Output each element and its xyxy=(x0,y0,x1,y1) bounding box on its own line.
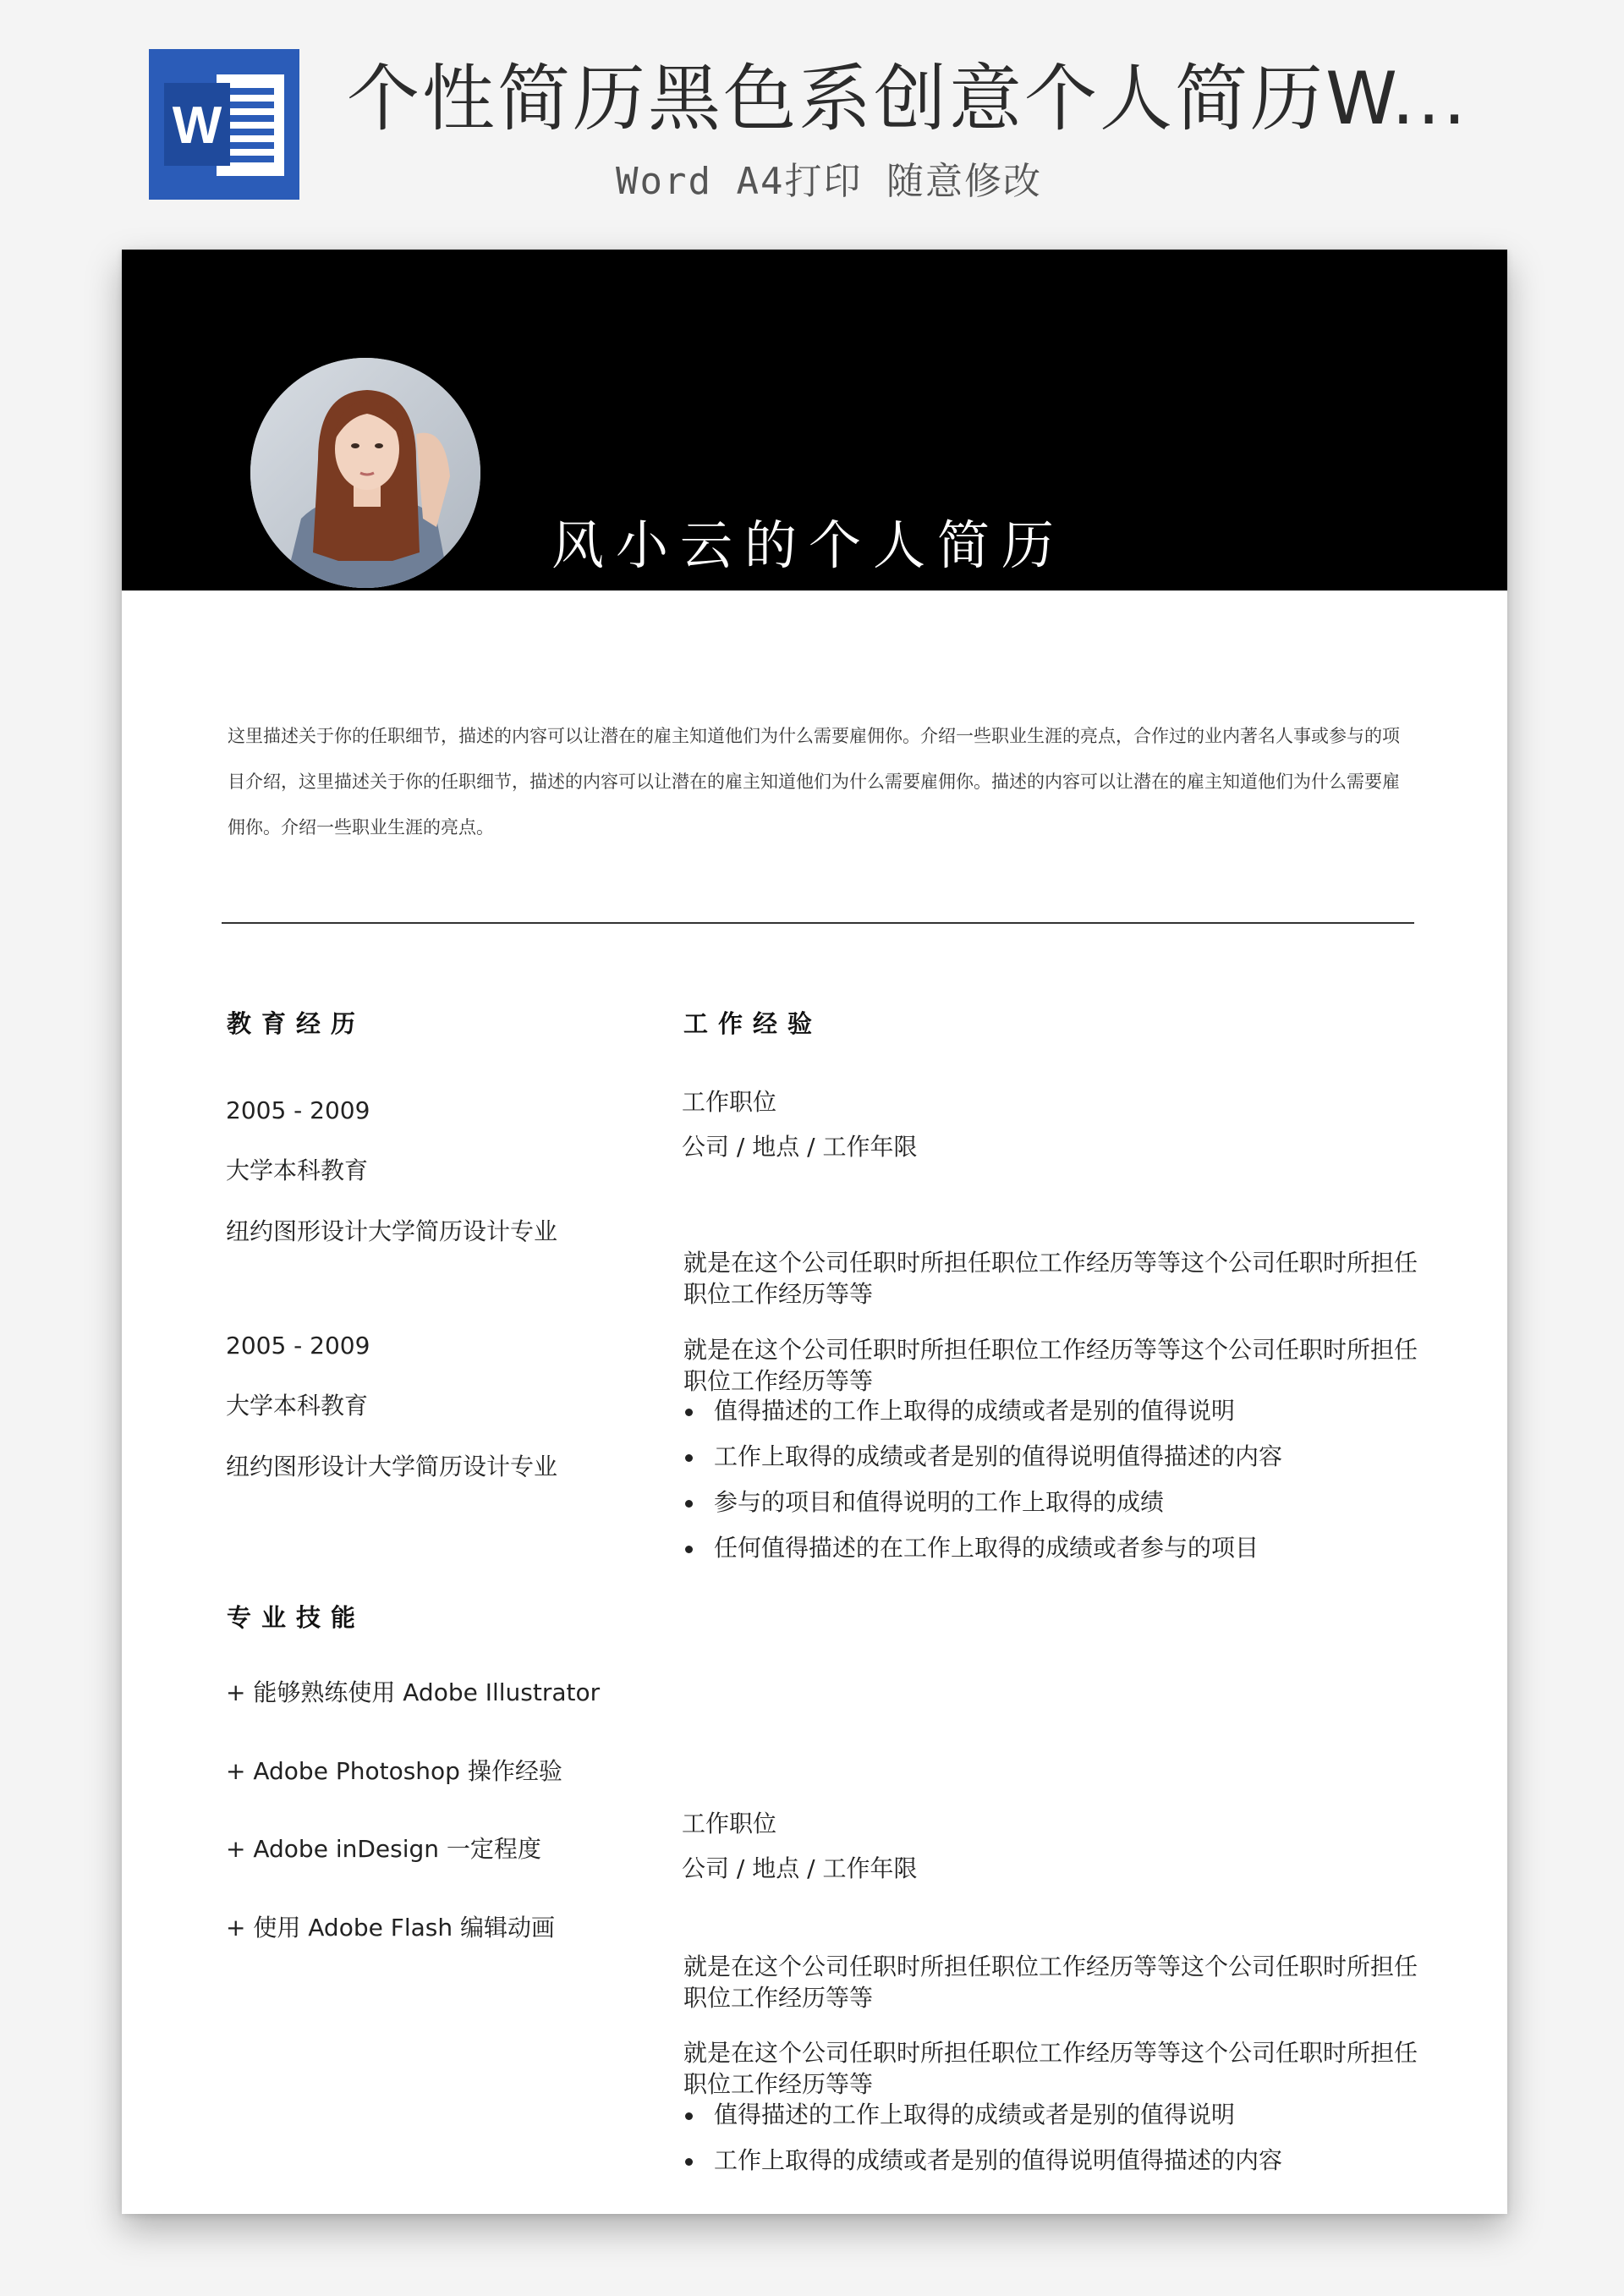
skills-title: 专业技能 xyxy=(227,1603,366,1632)
document-subtitle: Word A4打印 随意修改 xyxy=(616,160,1042,203)
job-achievements xyxy=(682,2092,1282,2183)
skill-item: + 能够熟练使用 Adobe Illustrator xyxy=(226,1678,601,1706)
work-title: 工作经验 xyxy=(683,1009,823,1038)
education-years: 2005 - 2009 xyxy=(226,1332,370,1359)
job-position: 工作职位 xyxy=(682,1088,777,1116)
achievement-item: 任何值得描述的在工作上取得的成绩或者参与的项目 xyxy=(682,1525,1282,1571)
achievement-item: 值得描述的工作上取得的成绩或者是别的值得说明 xyxy=(682,1388,1282,1434)
divider xyxy=(222,922,1414,924)
document-title: 个性简历黑色系创意个人简历W... xyxy=(347,57,1469,141)
achievement-item: 工作上取得的成绩或者是别的值得说明值得描述的内容 xyxy=(682,1434,1282,1480)
achievement-item: 参与的项目和值得说明的工作上取得的成绩 xyxy=(682,1480,1282,1525)
skill-item: + Adobe Photoshop 操作经验 xyxy=(226,1757,562,1785)
job-meta: 公司 / 地点 / 工作年限 xyxy=(682,1854,918,1882)
resume-page xyxy=(122,250,1507,2214)
education-major: 纽约图形设计大学简历设计专业 xyxy=(226,1217,558,1245)
job-achievements xyxy=(682,1388,1282,1571)
job-meta: 公司 / 地点 / 工作年限 xyxy=(682,1133,918,1161)
resume-name-title: 风小云的个人简历 xyxy=(551,514,1067,576)
job-position: 工作职位 xyxy=(682,1810,777,1837)
education-degree: 大学本科教育 xyxy=(226,1392,369,1420)
job-description: 就是在这个公司任职时所担任职位工作经历等等这个公司任职时所担任职位工作经历等等 xyxy=(683,1953,1418,2012)
education-title: 教育经历 xyxy=(227,1009,366,1038)
education-years: 2005 - 2009 xyxy=(226,1096,370,1124)
job-description: 就是在这个公司任职时所担任职位工作经历等等这个公司任职时所担任职位工作经历等等 xyxy=(683,1249,1418,1308)
skill-item: + 使用 Adobe Flash 编辑动画 xyxy=(226,1914,556,1942)
education-major: 纽约图形设计大学简历设计专业 xyxy=(226,1453,558,1480)
achievement-item: 工作上取得的成绩或者是别的值得说明值得描述的内容 xyxy=(682,2138,1282,2183)
avatar xyxy=(250,358,480,588)
job-description: 就是在这个公司任职时所担任职位工作经历等等这个公司任职时所担任职位工作经历等等 xyxy=(683,2039,1418,2098)
intro-paragraph: 这里描述关于你的任职细节，描述的内容可以让潜在的雇主知道他们为什么需要雇佣你。介绍一些职业生涯的亮点，合作过的业内著名人事或参与的项目介绍，这里描述关于你的任职细节，描述的内容可以让潜在的雇主知道他们为什么需要雇佣你。描述的内容可以让潜在的雇主知道他们为什么需要雇佣你。介绍一些职业生涯的亮点。 xyxy=(228,726,1400,838)
education-degree: 大学本科教育 xyxy=(226,1156,369,1184)
job-description: 就是在这个公司任职时所担任职位工作经历等等这个公司任职时所担任职位工作经历等等 xyxy=(683,1336,1418,1395)
svg-text:W: W xyxy=(172,96,222,155)
skill-item: + Adobe inDesign 一定程度 xyxy=(226,1835,541,1863)
achievement-item: 值得描述的工作上取得的成绩或者是别的值得说明 xyxy=(682,2092,1282,2138)
